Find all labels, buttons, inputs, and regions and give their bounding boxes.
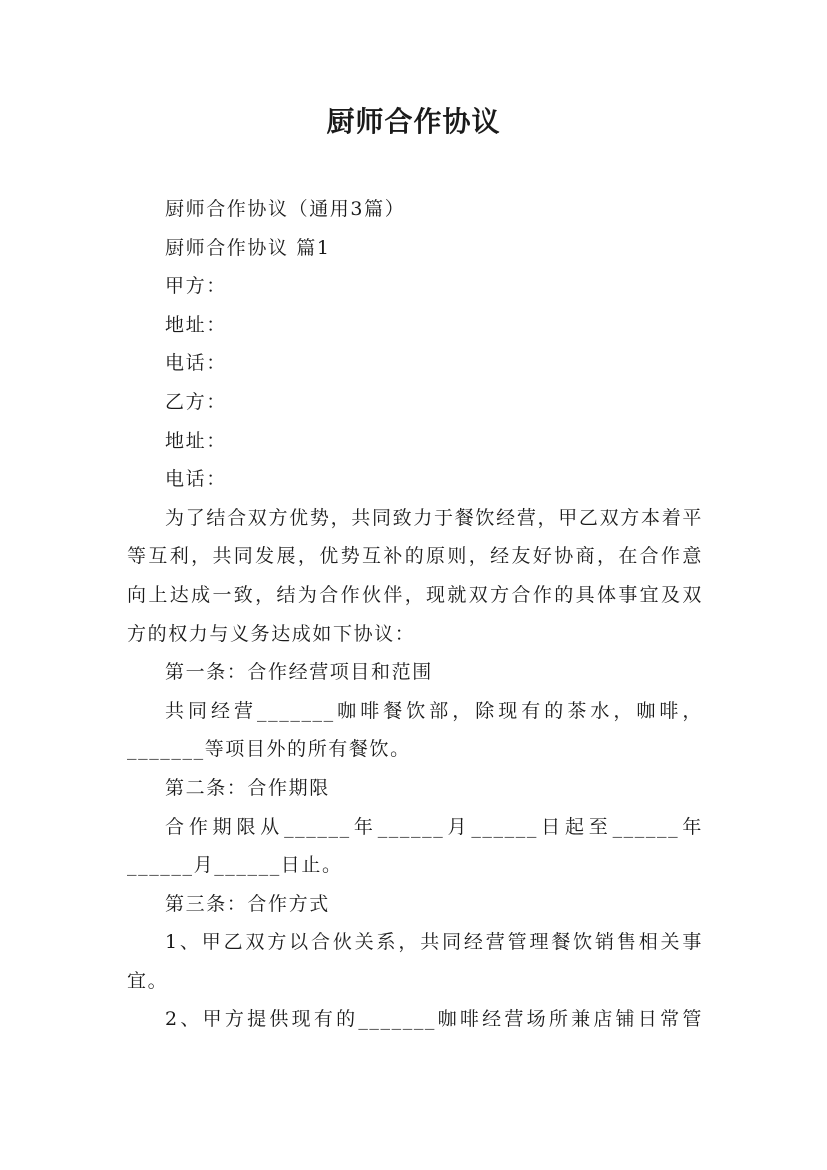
party-b-label: 乙方： [165,390,227,413]
party-a-phone-label: 电话： [165,352,227,375]
article-3-item-2: 2、甲方提供现有的_______咖啡经营场所兼店铺日常管 [165,1008,703,1031]
article-1-text: 共同经营_______咖啡餐饮部，除现有的茶水，咖啡，_______等项目外的所有餐饮。 [127,699,703,761]
party-a-address-label: 地址： [165,313,227,336]
document-title: 厨师合作协议 [326,105,501,138]
party-b-address-label: 地址： [165,429,227,452]
preamble-paragraph: 为了结合双方优势，共同致力于餐饮经营，甲乙双方本着平等互利，共同发展，优势互补的原则，经友好协商，在合作意向上达成一致，结为合作伙伴，现就双方合作的具体事宜及双方的权力与义务达成如下协议： [127,506,703,645]
article-2-heading: 第二条：合作期限 [165,776,330,799]
party-a-label: 甲方： [165,275,227,298]
article-1-heading: 第一条：合作经营项目和范围 [165,661,433,684]
article-3-item-1: 1、甲乙双方以合伙关系，共同经营管理餐饮销售相关事宜。 [127,931,703,992]
party-b-phone-label: 电话： [165,468,227,491]
section-heading: 厨师合作协议 篇1 [165,236,331,259]
article-3-heading: 第三条：合作方式 [165,892,330,915]
article-2-text: 合作期限从______年______月______日起至______年______月______日止。 [127,815,703,877]
document-body [127,190,703,1039]
subtitle-paragraph: 厨师合作协议（通用3篇） [165,198,406,220]
